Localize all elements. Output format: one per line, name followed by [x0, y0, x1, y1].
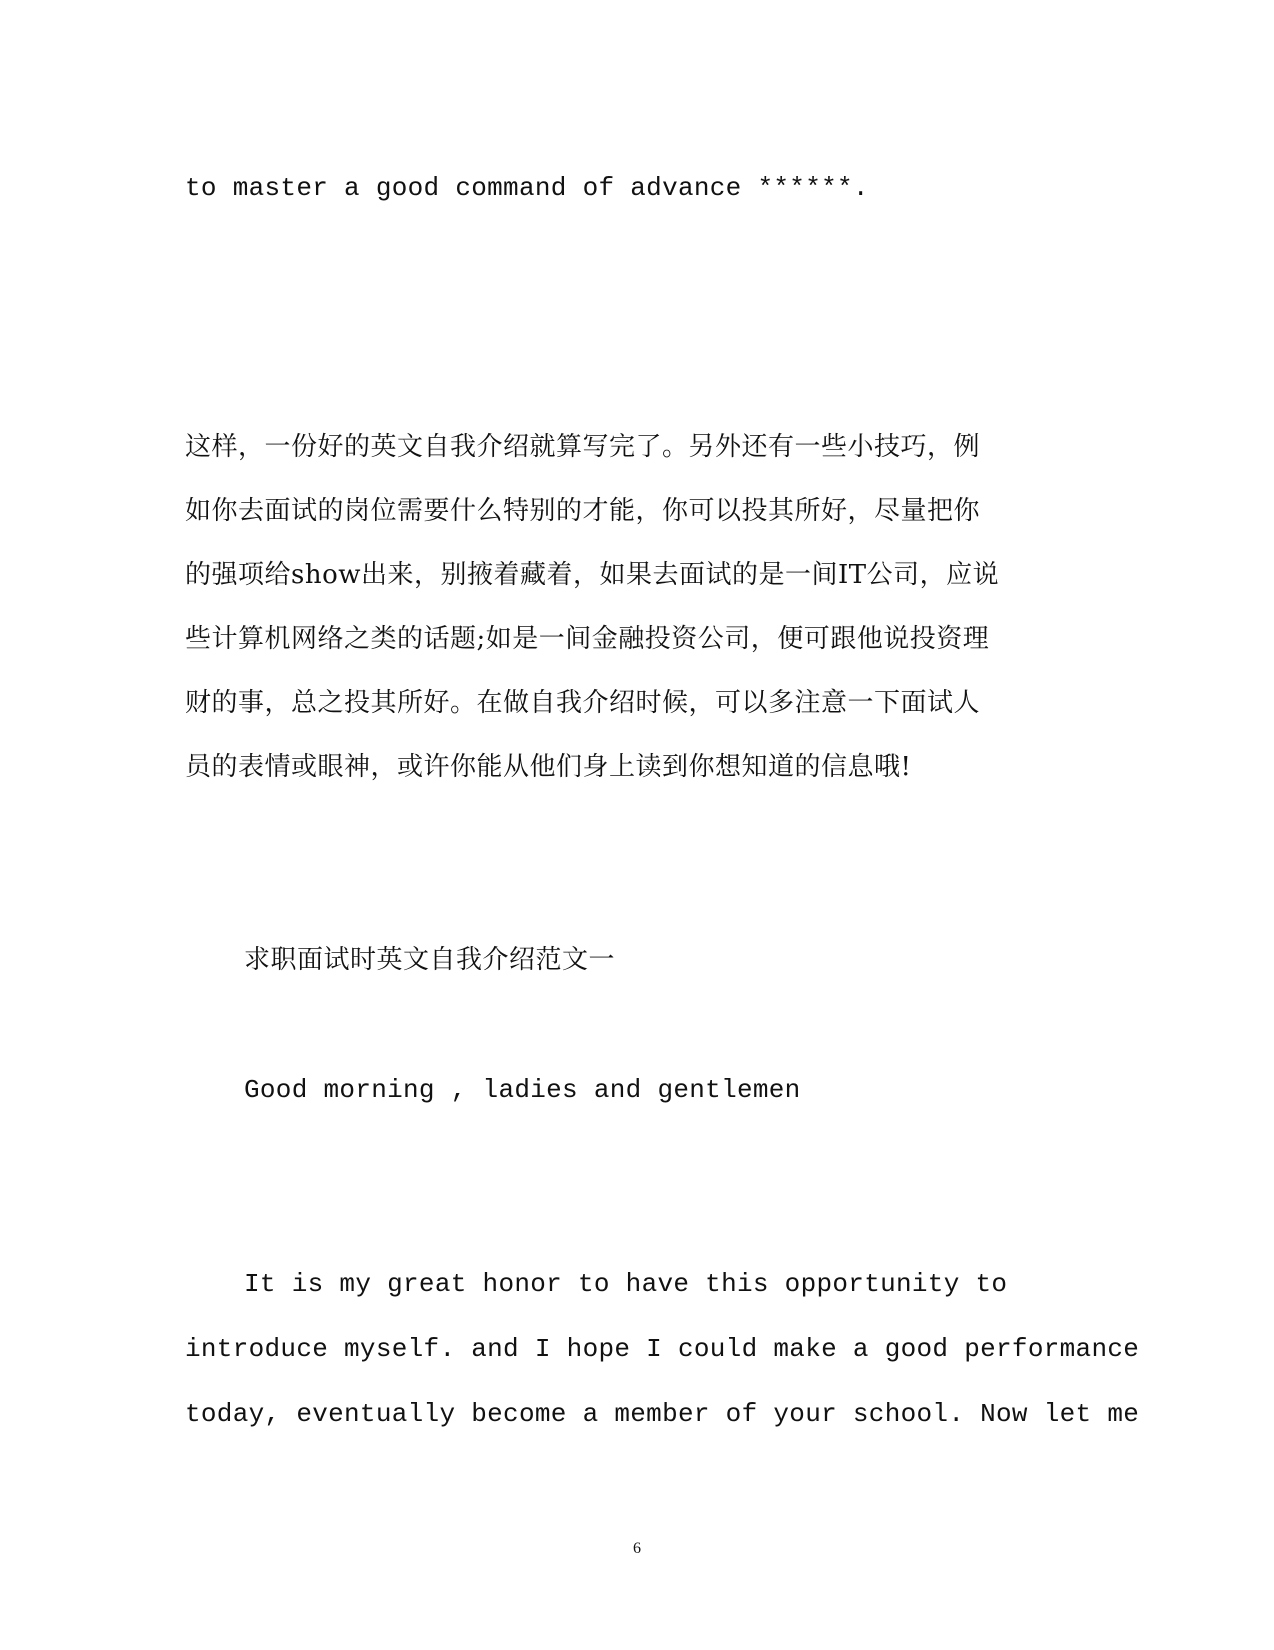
text-line-fragment: to master a good command of advance ******.: [185, 173, 869, 203]
section-heading: 求职面试时英文自我介绍范文一: [244, 945, 616, 975]
paragraph-line: It is my great honor to have this opportunity to: [244, 1269, 1008, 1299]
page-number: 6: [633, 1540, 641, 1557]
paragraph-line: today, eventually become a member of your school. Now let me: [185, 1399, 1140, 1429]
paragraph-line: 的强项给show出来，别掖着藏着，如果去面试的是一间IT公司，应说: [185, 560, 1000, 590]
greeting-line: Good morning , ladies and gentlemen: [244, 1075, 801, 1105]
paragraph-line: 员的表情或眼神，或许你能从他们身上读到你想知道的信息哦!: [185, 752, 912, 782]
paragraph-line: 这样，一份好的英文自我介绍就算写完了。另外还有一些小技巧，例: [185, 432, 981, 462]
paragraph-line: 如你去面试的岗位需要什么特别的才能，你可以投其所好，尽量把你: [185, 496, 981, 526]
paragraph-line: 些计算机网络之类的话题;如是一间金融投资公司，便可跟他说投资理: [185, 624, 990, 654]
paragraph-line: 财的事，总之投其所好。在做自我介绍时候，可以多注意一下面试人: [185, 688, 981, 718]
paragraph-line: introduce myself. and I hope I could make a good performance: [185, 1334, 1140, 1364]
